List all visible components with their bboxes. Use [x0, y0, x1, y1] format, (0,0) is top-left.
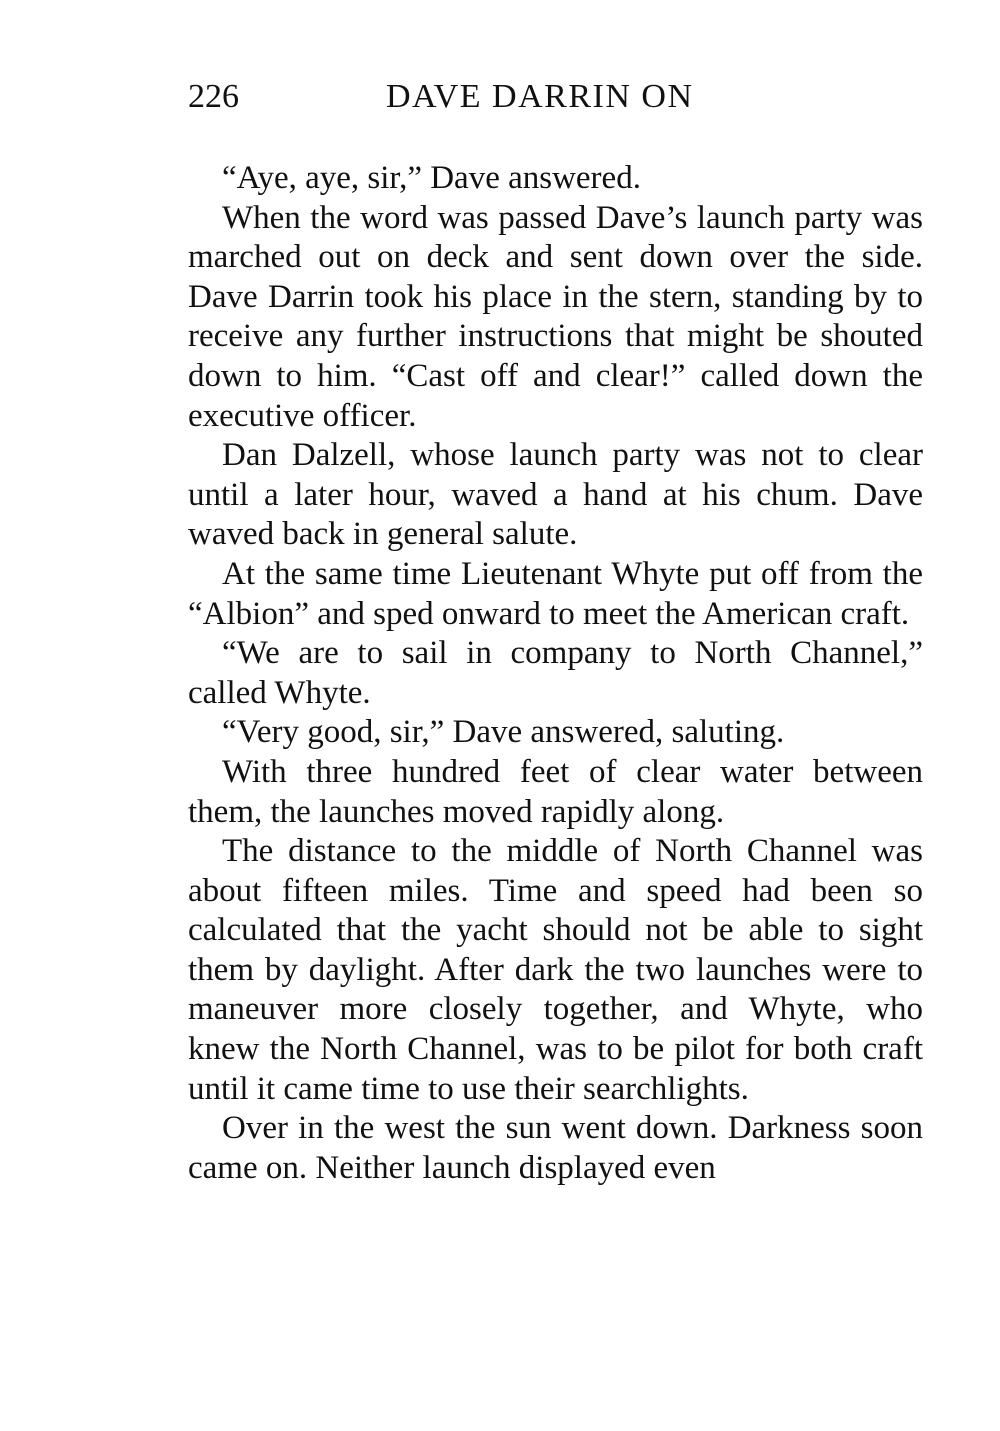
paragraph: When the word was passed Dave’s launch party was marched out on deck and sent down over the side. Dave Darrin took his place in the stern, standing by to receive any further instructions that might be shouted down to him. “Cast off and clear!” called down the executive officer.: [188, 199, 923, 434]
paragraph: Dan Dalzell, whose launch party was not to clear until a later hour, waved a hand at his chum. Dave waved back in general salute.: [188, 437, 923, 553]
paragraph: At the same time Lieutenant Whyte put off from the “Albion” and sped onward to meet the American craft.: [188, 555, 923, 632]
body-text: [188, 159, 923, 1188]
paragraph: The distance to the middle of North Channel was about fifteen miles. Time and speed had been so calculated that the yacht should not be able to sight them by daylight. After dark the two launches were to maneuver more closely together, and Whyte, who knew the North Channel, was to be pilot for both craft until it came time to use their searchlights.: [188, 833, 923, 1107]
paragraph: “Aye, aye, sir,” Dave answered.: [222, 160, 641, 196]
paragraph: With three hundred feet of clear water between them, the launches moved rapidly along.: [188, 753, 923, 830]
paragraph: “We are to sail in company to North Channel,” called Whyte.: [188, 635, 923, 711]
page-header: [188, 74, 923, 120]
running-head: DAVE DARRIN ON: [386, 78, 694, 115]
paragraph: Over in the west the sun went down. Darkness soon came on. Neither launch displayed even: [188, 1110, 923, 1186]
page-number: 226: [188, 78, 239, 115]
paragraph: “Very good, sir,” Dave answered, saluting.: [222, 714, 785, 751]
